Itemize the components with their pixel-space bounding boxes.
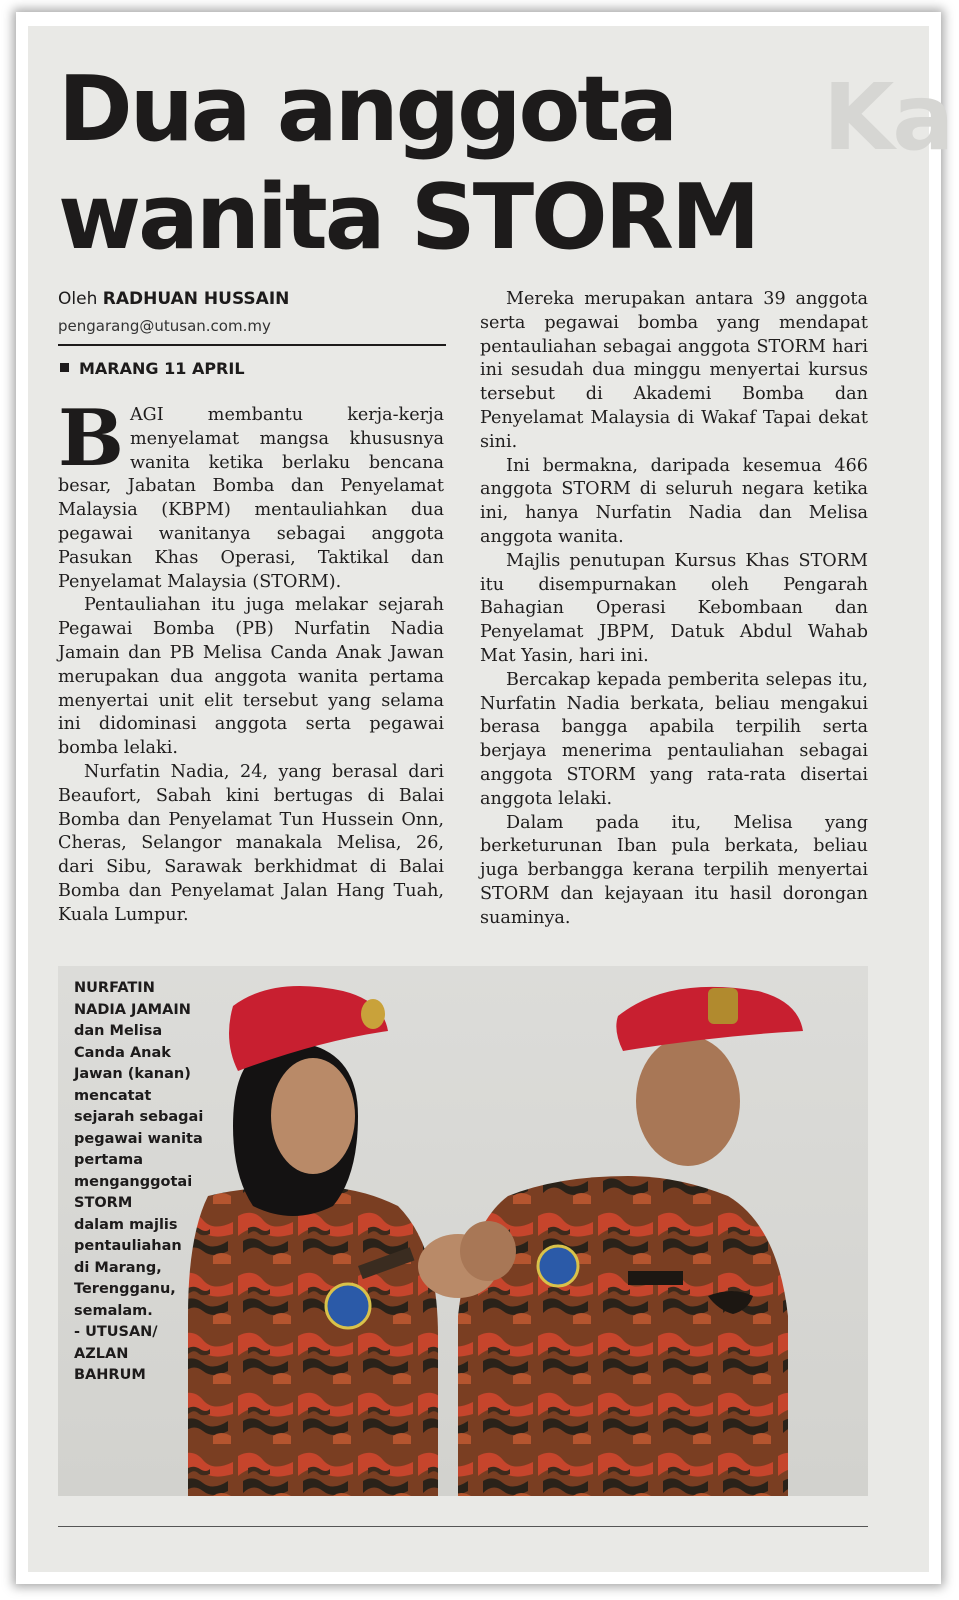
article-column-1	[58, 393, 444, 928]
photo-caption: NURFATIN NADIA JAMAIN dan Melisa Canda Anak Jawan (kanan) mencatat sejarah sebagai pegawai wanita pertama menganggotai STORM dalam majlis pentauliahan di Marang, Terengganu, semalam. - UTUSAN/ AZLAN BAHRUM	[74, 980, 204, 1383]
headline	[58, 56, 818, 272]
dateline	[60, 359, 245, 378]
officer-left	[188, 986, 438, 1496]
newspaper-clipping	[28, 26, 953, 1572]
byline-email: pengarang@utusan.com.my	[58, 317, 271, 335]
byline-prefix: Oleh	[58, 289, 98, 309]
adjacent-article-fragment: Ka	[823, 64, 953, 171]
byline-author: RADHUAN HUSSAIN	[102, 289, 290, 309]
dateline-text: MARANG 11 APRIL	[79, 359, 245, 378]
headline-line-1: Dua anggota	[58, 57, 676, 162]
paragraph: Nurfatin Nadia, 24, yang berasal dari Beaufort, Sabah kini bertugas di Balai Bomba dan Penyelamat Tun Hussein Onn, Cheras, Selangor manakala Melisa, 26, dari Sibu, Sarawak berkhidmat di Balai Bomba dan Penyelamat Jalan Hang Tuah, Kuala Lumpur.	[58, 761, 444, 925]
square-bullet-icon	[60, 363, 69, 372]
paragraph: Bercakap kepada pemberita selepas itu, Nurfatin Nadia berkata, beliau mengakui berasa bangga apabila terpilih serta berjaya menerima pentauliahan sebagai anggota STORM yang rata-rata disertai anggota lelaki.	[480, 669, 868, 809]
paragraph: Dalam pada itu, Melisa yang berketurunan Iban pula berkata, beliau juga berbangga kerana terpilih menyertai STORM dan kejayaan itu hasil dorongan suaminya.	[480, 812, 868, 928]
byline	[58, 289, 289, 309]
paragraph: Ini bermakna, daripada kesemua 466 anggota STORM di seluruh negara ketika ini, hanya Nurfatin Nadia dan Melisa anggota wanita.	[480, 455, 868, 547]
paragraph: Pentauliahan itu juga melakar sejarah Pegawai Bomba (PB) Nurfatin Nadia Jamain dan PB Melisa Canda Anak Jawan merupakan dua anggota wanita pertama menyertai unit elit tersebut yang selama ini didominasi anggota serta pegawai bomba lelaki.	[58, 595, 444, 759]
headline-line-2: wanita STORM	[58, 165, 758, 270]
paragraph: Majlis penutupan Kursus Khas STORM itu disempurnakan oleh Pengarah Bahagian Operasi Kebombaan dan Penyelamat JBPM, Datuk Abdul Wahab Mat Yasin, hari ini.	[480, 550, 868, 666]
paragraph: BAGI membantu kerja-kerja menyelamat mangsa khususnya wanita ketika berlaku bencana besar, Jabatan Bomba dan Penyelamat Malaysia (KBPM) mentauliahkan dua pegawai wanitanya sebagai anggota Pasukan Khas Operasi, Taktikal dan Penyelamat Malaysia (STORM).	[58, 393, 444, 592]
article-column-2	[480, 288, 868, 931]
dropcap: B	[58, 393, 124, 484]
bottom-rule	[58, 1526, 868, 1527]
divider	[58, 344, 446, 346]
paragraph: Mereka merupakan antara 39 anggota serta pegawai bomba yang mendapat pentauliahan sebagai anggota STORM hari ini sesudah dua minggu menyertai kursus tersebut di Akademi Bomba dan Penyelamat Malaysia di Wakaf Tapai dekat sini.	[480, 289, 868, 452]
